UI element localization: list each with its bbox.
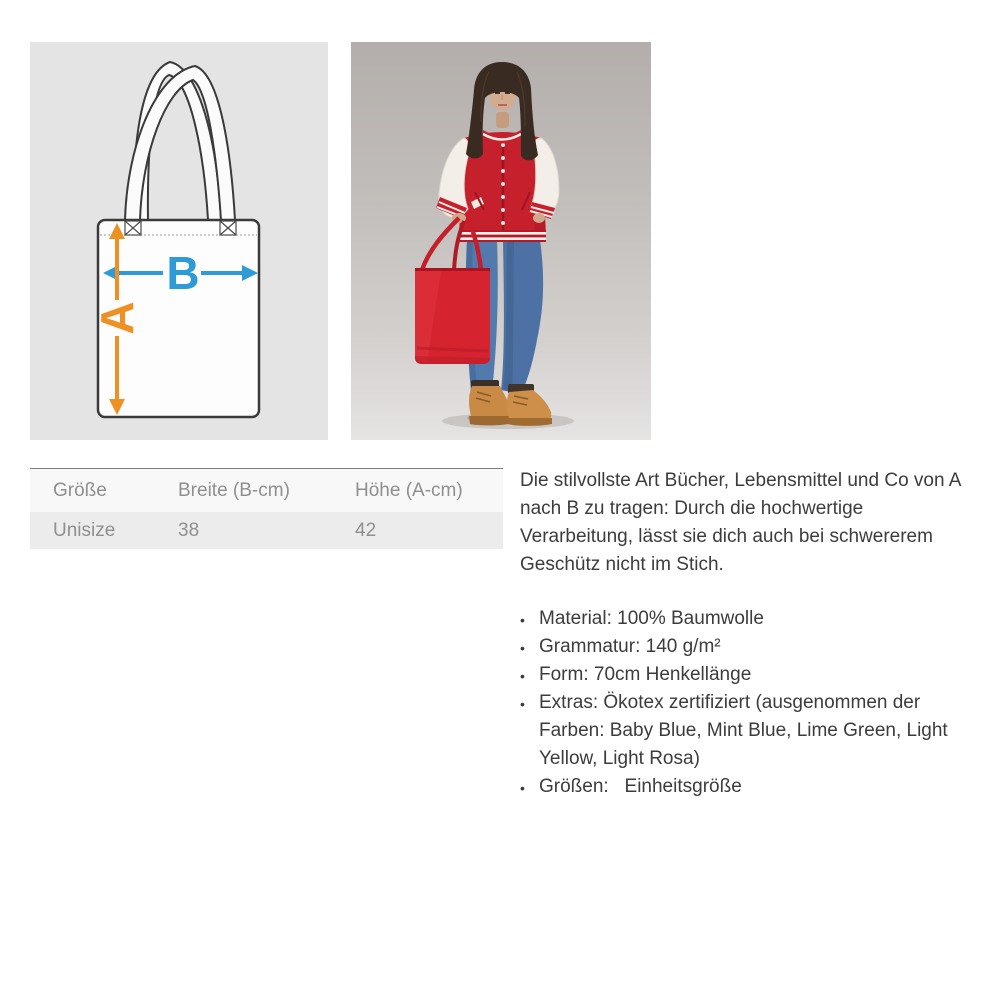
product-details (520, 467, 965, 801)
attribute-form: Form: 70cm Henkellänge (539, 664, 752, 685)
attribute-extras: Extras: Ökotex zertifiziert (ausgenommen der Farben: Baby Blue, Mint Blue, Lime Green, Light Yellow, Light Rosa) (539, 692, 953, 769)
size-diagram-panel (30, 42, 328, 440)
bag-handle-front (125, 66, 235, 220)
tote-bag-measurement-diagram (30, 42, 328, 440)
column-header-groesse: Größe (53, 479, 107, 501)
product-description: Die stilvollste Art Bücher, Lebensmittel und Co von A nach B zu tragen: Durch die hochwertige Verarbeitung, lässt sie dich auch bei schwererem Geschütz nicht im Stich. (520, 470, 961, 575)
bullet-icon: • (520, 612, 525, 628)
stitch-x-left (125, 221, 141, 235)
height-arrow-label: A (91, 301, 143, 335)
attribute-groessen: Größen: Einheitsgröße (539, 776, 742, 797)
size-table (30, 468, 503, 549)
bullet-icon: • (520, 780, 525, 796)
list-item (520, 689, 965, 773)
size-value: Unisize (53, 519, 116, 541)
neck (496, 112, 509, 128)
list-item (520, 605, 965, 633)
list-item (520, 633, 965, 661)
product-photo (351, 42, 651, 440)
list-item (520, 773, 965, 801)
height-value: 42 (355, 519, 377, 541)
hand (533, 213, 545, 223)
model-photo-illustration (351, 42, 651, 440)
table-row (30, 512, 503, 549)
width-arrow-label: B (166, 247, 200, 299)
bullet-icon: • (520, 696, 525, 712)
stitch-x-right (220, 221, 236, 235)
bullet-icon: • (520, 668, 525, 684)
list-item (520, 661, 965, 689)
column-header-breite: Breite (B-cm) (178, 479, 290, 501)
product-attributes-list (520, 605, 965, 801)
column-header-hoehe: Höhe (A-cm) (355, 479, 463, 501)
width-value: 38 (178, 519, 200, 541)
size-table-header-row (30, 469, 503, 512)
attribute-material: Material: 100% Baumwolle (539, 608, 764, 629)
attribute-grammatur: Grammatur: 140 g/m² (539, 636, 721, 657)
bullet-icon: • (520, 640, 525, 656)
